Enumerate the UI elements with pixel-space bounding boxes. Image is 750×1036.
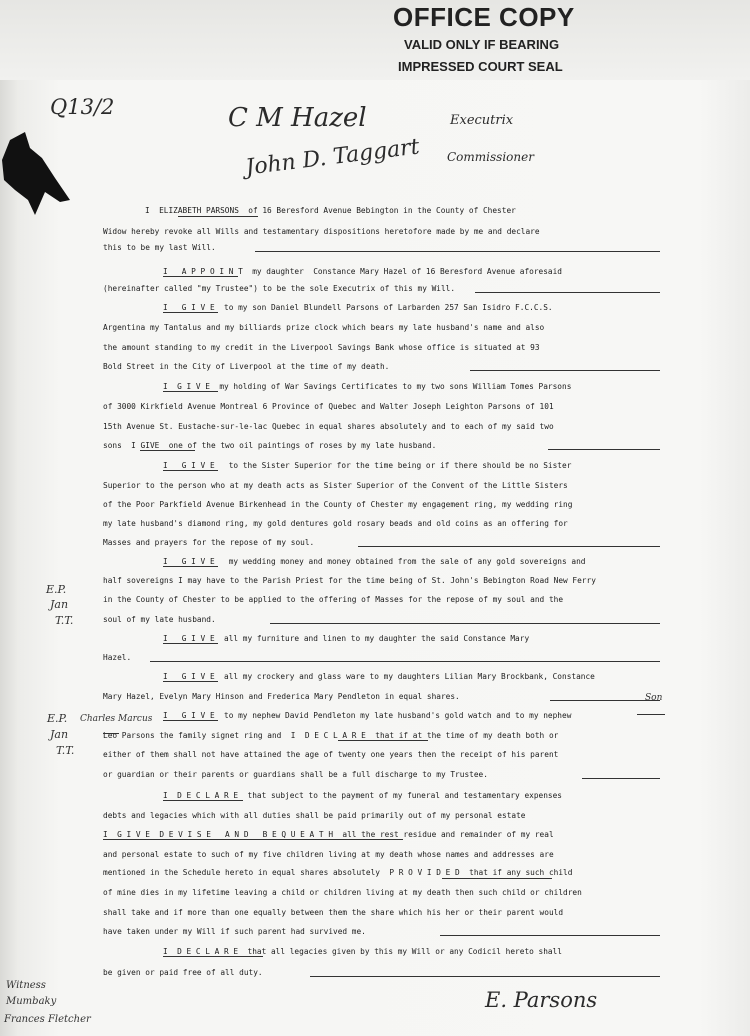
- insert-charles-marcus: Charles Marcus: [80, 714, 153, 724]
- keyword-underline: [163, 391, 218, 392]
- end-of-paragraph-rule: [582, 778, 660, 779]
- will-line: this to be my last Will.: [103, 243, 216, 252]
- will-line: shall take and if more than one equally between them the share which his her or their parent would: [103, 908, 564, 917]
- will-line: I G I V E all my furniture and linen to my daughter the said Constance Mary: [163, 634, 530, 643]
- will-line: I ELIZABETH PARSONS of 16 Beresford Avenue Bebington in the County of Chester: [145, 206, 516, 215]
- end-of-paragraph-rule: [548, 449, 660, 450]
- will-line: I G I V E to the Sister Superior for the time being or if there should be no Sister: [163, 461, 572, 470]
- end-of-paragraph-rule: [310, 976, 660, 977]
- commissioner-role: Commissioner: [447, 150, 534, 164]
- keyword-underline: [163, 470, 218, 471]
- will-line: I G I V E my wedding money and money obtained from the sale of any gold sovereigns and: [163, 557, 586, 566]
- end-of-paragraph-rule: [358, 546, 660, 547]
- ink-blot: [0, 130, 80, 230]
- keyword-underline: [163, 276, 238, 277]
- will-line: debts and legacies which with all duties shall be paid primarily out of my personal estate: [103, 811, 526, 820]
- executrix-signature: C M Hazel: [228, 103, 367, 133]
- keyword-underline: [163, 720, 218, 721]
- keyword-underline: [178, 216, 258, 217]
- will-line: of mine dies in my lifetime leaving a child or children living at my death then such child or children: [103, 888, 582, 897]
- reference-number: Q13/2: [50, 95, 115, 119]
- keyword-underline: [103, 839, 403, 840]
- will-line: half sovereigns I may have to the Parish Priest for the time being of St. John's Bebington Road New Ferry: [103, 576, 596, 585]
- will-line: I D E C L A R E that subject to the payment of my funeral and testamentary expenses: [163, 791, 563, 800]
- end-of-paragraph-rule: [475, 292, 660, 293]
- will-line: I G I V E to my son Daniel Blundell Parsons of Larbarden 257 San Isidro F.C.C.S.: [163, 303, 553, 312]
- executrix-role: Executrix: [450, 113, 514, 128]
- valid-only-stamp: VALID ONLY IF BEARING: [404, 37, 560, 52]
- office-copy-stamp: OFFICE COPY: [393, 2, 575, 32]
- will-line: of 3000 Kirkfield Avenue Montreal 6 Province of Quebec and Walter Joseph Leighton Parsons of 101: [103, 402, 554, 411]
- end-of-paragraph-rule: [550, 700, 660, 701]
- will-line: Bold Street in the City of Liverpool at the time of my death.: [103, 362, 390, 371]
- will-line: soul of my late husband.: [103, 615, 216, 624]
- will-line: Widow hereby revoke all Wills and testamentary dispositions heretofore made by me and declare: [103, 227, 540, 236]
- end-of-paragraph-rule: [270, 623, 660, 624]
- will-line: I A P P O I N T my daughter Constance Mary Hazel of 16 Beresford Avenue aforesaid: [163, 267, 563, 276]
- end-of-paragraph-rule: [255, 251, 660, 252]
- will-line: I G I V E all my crockery and glass ware to my daughters Lilian Mary Brockbank, Constance: [163, 672, 595, 681]
- will-line: 15th Avenue St. Eustache-sur-le-lac Quebec in equal shares absolutely and to each of my said two: [103, 422, 554, 431]
- keyword-underline: [442, 878, 552, 879]
- testator-signature: E. Parsons: [485, 988, 598, 1012]
- margin-initials-2c: T.T.: [56, 744, 75, 757]
- strike-leo: [103, 733, 119, 734]
- will-line: my late husband's diamond ring, my gold dentures gold rosary beads and old coins as an offering for: [103, 519, 568, 528]
- margin-initials-1b: Jan: [50, 598, 69, 611]
- will-line: Superior to the person who at my death acts as Sister Superior of the Convent of the Little Sisters: [103, 481, 568, 490]
- will-line: of the Poor Parkfield Avenue Birkenhead in the County of Chester my engagement ring, my wedding ring: [103, 500, 573, 509]
- margin-initials-2b: Jan: [50, 728, 69, 741]
- witness-line-3: Frances Fletcher: [4, 1014, 91, 1025]
- keyword-underline: [163, 800, 243, 801]
- will-line: I G I V E D E V I S E A N D B E Q U E A T H all the rest residue and remainder of my real: [103, 830, 554, 839]
- will-line: and personal estate to such of my five children living at my death whose names and addresses are: [103, 850, 554, 859]
- will-line: I G I V E my holding of War Savings Certificates to my two sons William Tomes Parsons: [163, 382, 572, 391]
- commissioner-signature: John D. Taggart: [244, 134, 421, 181]
- margin-initials-1a: E.P.: [46, 583, 67, 596]
- court-seal-stamp: IMPRESSED COURT SEAL: [398, 59, 563, 74]
- end-of-paragraph-rule: [440, 935, 660, 936]
- will-line: (hereinafter called "my Trustee") to be the sole Executrix of this my Will.: [103, 284, 456, 293]
- keyword-underline: [163, 312, 218, 313]
- keyword-underline: [163, 956, 263, 957]
- will-line: I G I V E to my nephew David Pendleton my late husband's gold watch and to my nephew: [163, 711, 572, 720]
- keyword-underline: [163, 566, 218, 567]
- keyword-underline: [338, 740, 428, 741]
- keyword-underline: [140, 450, 195, 451]
- end-of-paragraph-rule: [150, 661, 660, 662]
- will-line: either of them shall not have attained the age of twenty one years then the receipt of his parent: [103, 750, 559, 759]
- margin-initials-1c: T.T.: [55, 614, 74, 627]
- will-line: Hazel.: [103, 653, 132, 662]
- strike-nephew: [637, 714, 665, 715]
- keyword-underline: [163, 643, 218, 644]
- end-of-paragraph-rule: [470, 370, 660, 371]
- will-line: Argentina my Tantalus and my billiards prize clock which bears my late husband's name and also: [103, 323, 545, 332]
- will-line: sons I GIVE one of the two oil paintings of roses by my late husband.: [103, 441, 437, 450]
- will-line: Masses and prayers for the repose of my soul.: [103, 538, 315, 547]
- will-line: Leo Parsons the family signet ring and I D E C L A R E that if at the time of my death both or: [103, 731, 559, 740]
- will-line: Mary Hazel, Evelyn Mary Hinson and Frederica Mary Pendleton in equal shares.: [103, 692, 460, 701]
- will-line: have taken under my Will if such parent had survived me.: [103, 927, 366, 936]
- margin-initials-2a: E.P.: [47, 712, 68, 725]
- will-line: or guardian or their parents or guardians shall be a full discharge to my Trustee.: [103, 770, 488, 779]
- will-line: I D E C L A R E that all legacies given by this my Will or any Codicil hereto shall: [163, 947, 563, 956]
- insert-son: Son: [645, 693, 663, 703]
- witness-line-2: Mumbaky: [6, 996, 57, 1007]
- will-line: in the County of Chester to be applied to the offering of Masses for the repose of my soul and the: [103, 595, 564, 604]
- scanner-header-strip: [0, 0, 750, 80]
- will-line: mentioned in the Schedule hereto in equal shares absolutely P R O V I D E D that if any such child: [103, 868, 573, 877]
- will-line: the amount standing to my credit in the Liverpool Savings Bank whose office is situated at 93: [103, 343, 540, 352]
- keyword-underline: [163, 681, 218, 682]
- will-line: be given or paid free of all duty.: [103, 968, 263, 977]
- witness-line-1: Witness: [6, 980, 46, 991]
